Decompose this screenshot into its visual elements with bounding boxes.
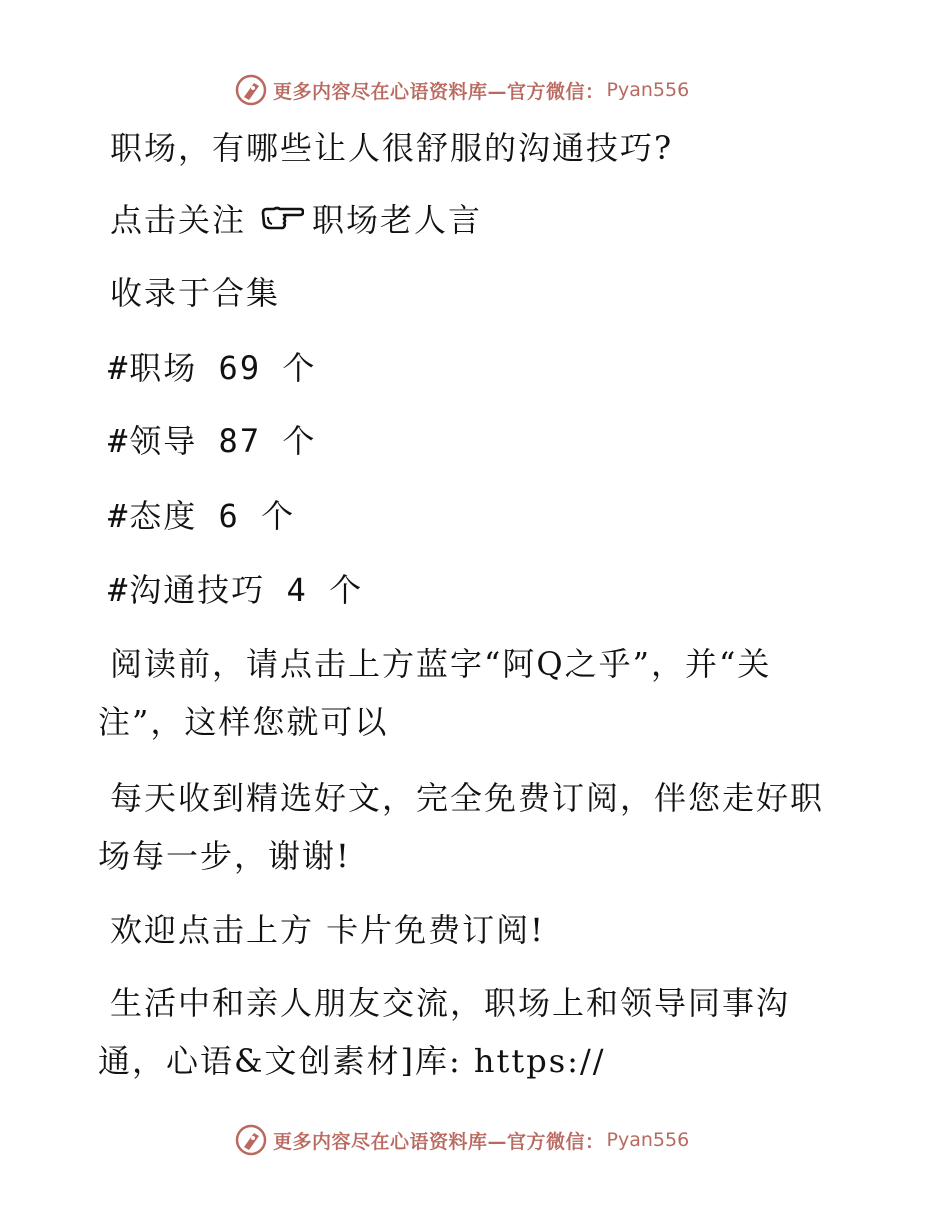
tag-count: 69 个: [218, 349, 317, 387]
watermark-wechat-id: Pyan556: [606, 79, 690, 101]
article-title: 职场，有哪些让人很舒服的沟通技巧?: [110, 129, 674, 167]
paragraph-line: 通，心语&文创素材]库: https://: [98, 1042, 606, 1080]
tag-line[interactable]: [108, 421, 316, 461]
tag-name[interactable]: #领导: [108, 422, 198, 460]
tag-count: 4 个: [286, 571, 364, 609]
tag-name[interactable]: #职场: [108, 349, 198, 387]
pen-nib-logo-icon: [235, 1124, 267, 1156]
paragraph-line: 场每一步，谢谢!: [98, 837, 351, 875]
paragraph-line: 注”，这样您就可以: [98, 703, 389, 741]
tag-line[interactable]: [108, 496, 295, 536]
follow-account[interactable]: 职场老人言: [312, 201, 483, 239]
pointing-hand-icon: [260, 203, 304, 235]
tag-line[interactable]: [108, 570, 363, 610]
tag-count: 6 个: [218, 497, 296, 535]
follow-line: [98, 200, 482, 240]
paragraph-line: 生活中和亲人朋友交流，职场上和领导同事沟: [110, 984, 791, 1022]
tag-count: 87 个: [218, 422, 317, 460]
paragraph-line: 每天收到精选好文，完全免费订阅，伴您走好职: [110, 779, 825, 817]
tag-line[interactable]: [108, 348, 316, 388]
tag-name[interactable]: #沟通技巧: [108, 571, 266, 609]
collection-label: 收录于合集: [110, 274, 281, 312]
pen-nib-logo-icon: [235, 74, 267, 106]
paragraph-line: 阅读前，请点击上方蓝字“阿Q之乎”，并“关: [110, 645, 772, 683]
tag-name[interactable]: #态度: [108, 497, 198, 535]
watermark-text: 更多内容尽在心语资料库—官方微信：: [273, 80, 605, 103]
watermark-wechat-id: Pyan556: [606, 1129, 690, 1151]
paragraph-line: 欢迎点击上方 卡片免费订阅!: [110, 911, 546, 949]
watermark-banner-bottom: [235, 1122, 689, 1158]
watermark-text: 更多内容尽在心语资料库—官方微信：: [273, 1130, 605, 1153]
watermark-banner-top: [235, 72, 689, 108]
follow-prefix: 点击关注: [110, 201, 247, 239]
